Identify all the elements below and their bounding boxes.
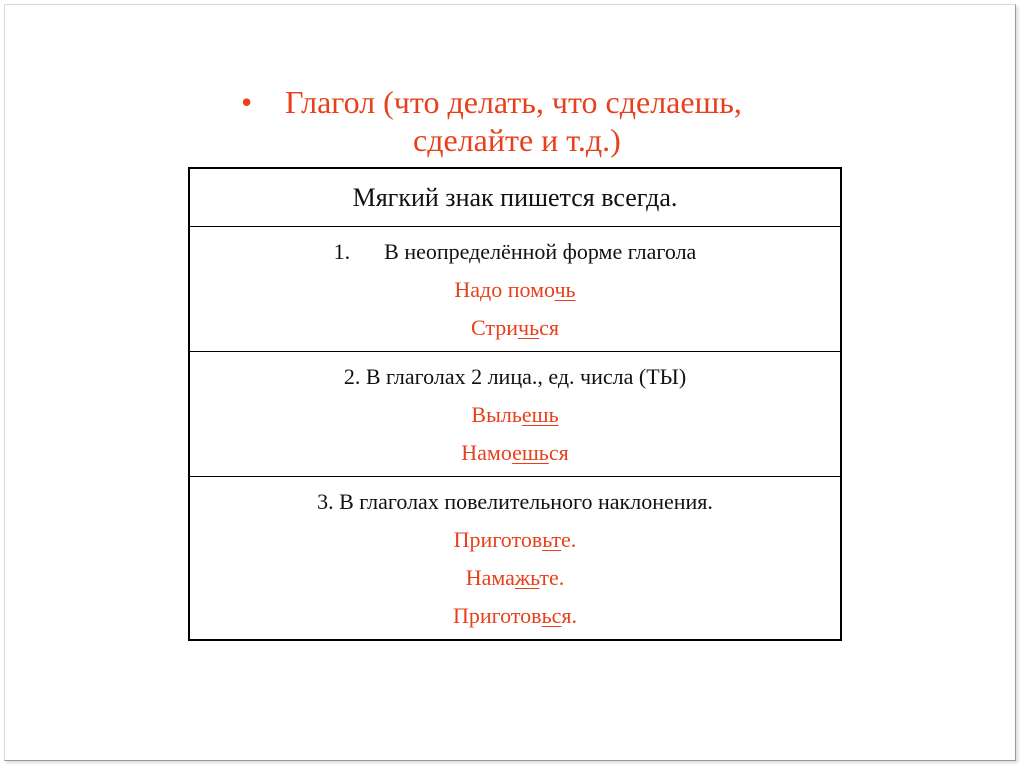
highlighted-ending: чь <box>554 277 576 302</box>
rules-table <box>188 167 842 641</box>
rule-3-text: 3. В глаголах повелительного наклонения. <box>317 489 713 514</box>
table-row-rule-3 <box>190 476 840 639</box>
example-2-2: Намоешься <box>461 440 569 465</box>
slide-title <box>241 83 841 159</box>
highlighted-ending: ешь <box>512 440 549 465</box>
table-row-rule-2 <box>190 351 840 476</box>
example-1-2: Стричься <box>470 315 560 340</box>
rule-2-text: 2. В глаголах 2 лица., ед. числа (ТЫ) <box>343 364 687 389</box>
example-3-2: Намажьте. <box>465 565 565 590</box>
title-bullet: • <box>241 84 253 120</box>
rule-1-number: 1. <box>333 239 351 264</box>
example-2-1: Выльешь <box>471 402 559 427</box>
example-1-1: Надо помочь <box>454 277 576 302</box>
table-header: Мягкий знак пишется всегда. <box>352 183 678 212</box>
example-3-1: Приготовьте. <box>453 527 577 552</box>
title-line-1: Глагол (что делать, что сделаешь, <box>285 84 742 120</box>
highlighted-ending: жь <box>514 565 540 590</box>
highlighted-ending: ьс <box>541 603 562 628</box>
highlighted-ending: ешь <box>521 402 559 427</box>
rule-1-text <box>190 233 840 271</box>
title-line-2: сделайте и т.д.) <box>413 122 621 158</box>
highlighted-ending: чь <box>518 315 540 340</box>
slide <box>4 4 1016 761</box>
table-row-rule-1 <box>190 226 840 351</box>
rule-1-label: В неопределённой форме глагола <box>384 239 697 264</box>
example-3-3: Приготовься. <box>453 603 577 628</box>
highlighted-ending: ьт <box>542 527 562 552</box>
